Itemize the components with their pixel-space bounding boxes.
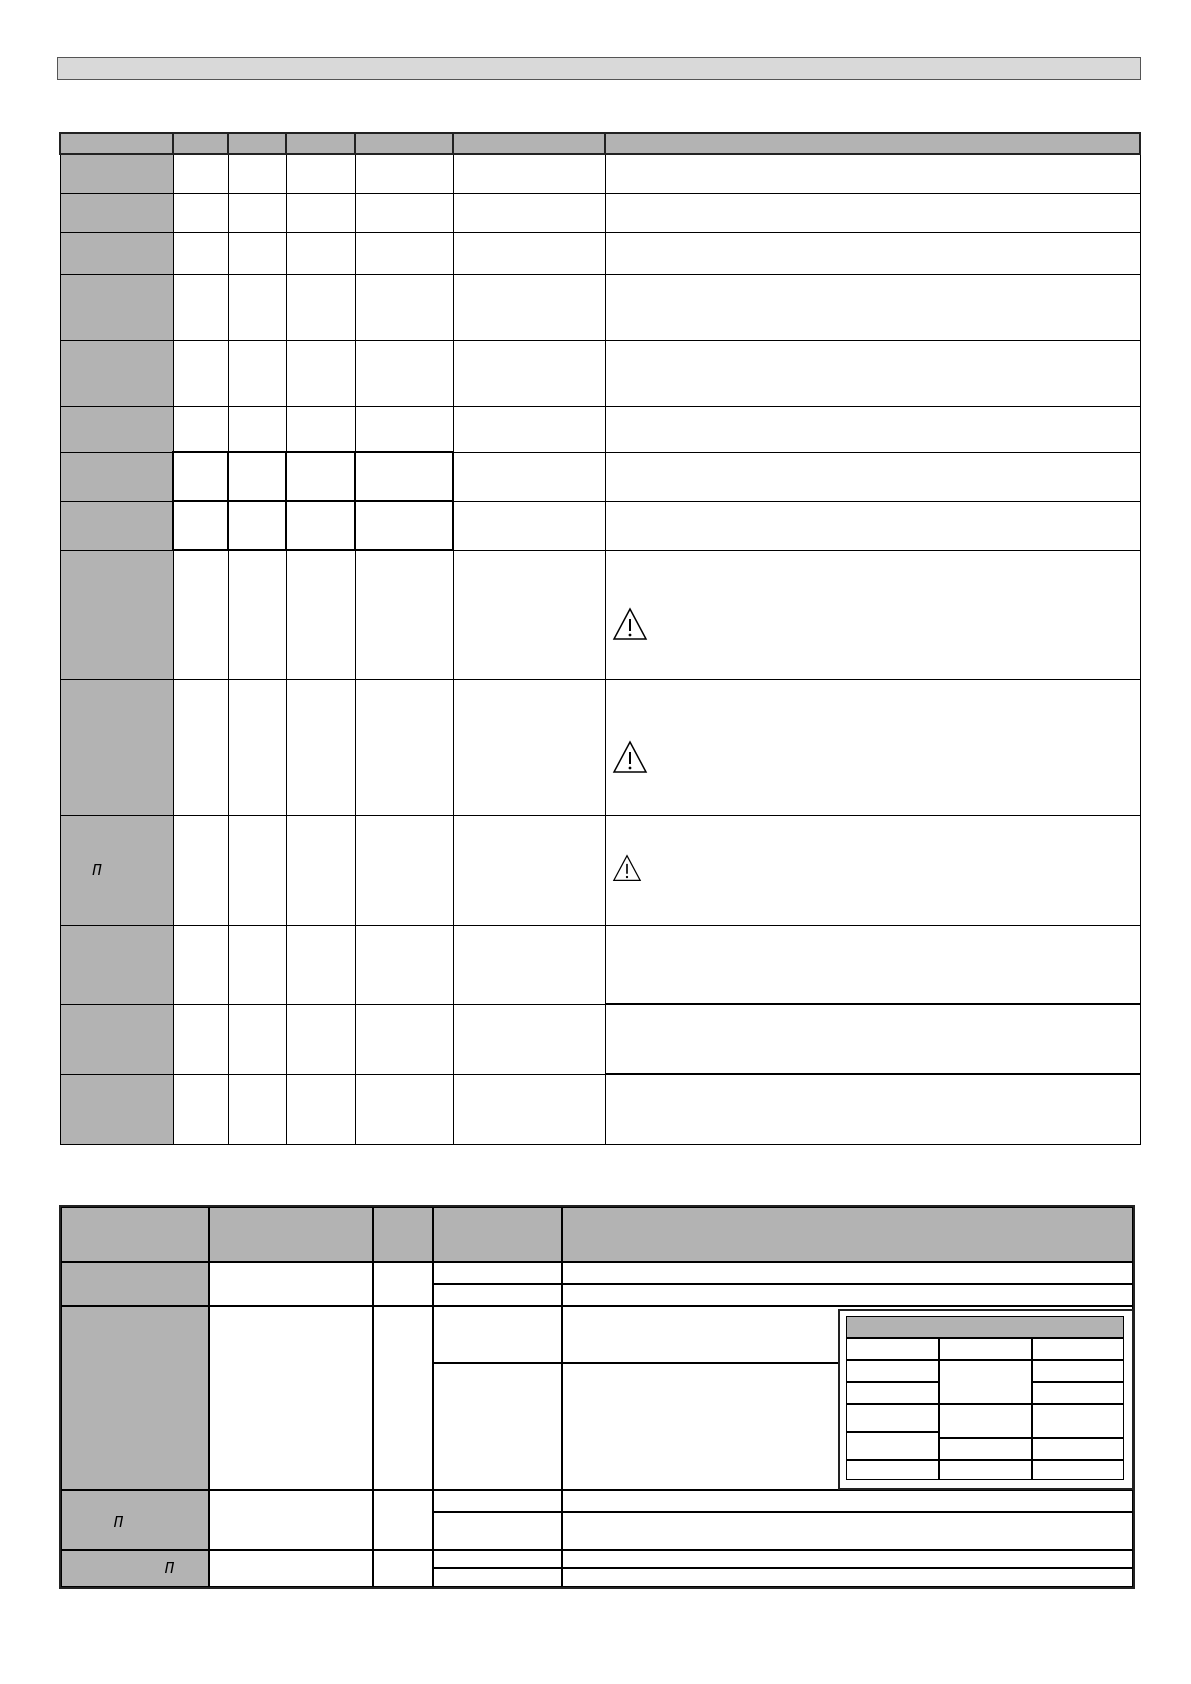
row-description: [605, 815, 1140, 925]
table-header-cell: [228, 133, 286, 154]
segment-symbol: Π: [165, 1559, 175, 1577]
table-row: [60, 406, 1140, 452]
table-header-cell: [433, 1207, 562, 1262]
segment-symbol: Π: [92, 861, 102, 879]
table-row: [60, 232, 1140, 274]
row-description: [605, 1004, 1140, 1074]
row-label: [61, 1262, 209, 1306]
table-row: [60, 815, 1140, 925]
row-label: [60, 925, 173, 1004]
table-header-cell: [286, 133, 355, 154]
warning-triangle-icon: [612, 740, 648, 774]
table-header-cell: [605, 133, 1140, 154]
warning-triangle-icon: [612, 854, 642, 882]
table-row: [60, 193, 1140, 232]
row-label: [60, 406, 173, 452]
table-row: [60, 1004, 1140, 1074]
row-label: [60, 1074, 173, 1144]
inner-table-header: [846, 1316, 1124, 1338]
row-description: [605, 925, 1140, 1004]
row-label: [60, 340, 173, 406]
warning-triangle-icon: [612, 607, 648, 641]
row-description: [605, 452, 1140, 501]
row-label: [60, 679, 173, 815]
table-row: [60, 550, 1140, 679]
row-label: [60, 154, 173, 193]
table-row: [60, 501, 1140, 550]
table-row: [60, 154, 1140, 193]
row-description: [605, 550, 1140, 679]
row-description: [605, 679, 1140, 815]
row-label: [61, 1490, 209, 1550]
table-header-cell: [562, 1207, 1133, 1262]
row-description: [605, 274, 1140, 340]
row-label: [61, 1550, 209, 1587]
row-label: [60, 452, 173, 501]
row-description: [605, 232, 1140, 274]
table-header-cell: [60, 133, 173, 154]
row-description: [605, 340, 1140, 406]
row-label: [60, 501, 173, 550]
section-header-band: [57, 57, 1141, 80]
row-label: [60, 232, 173, 274]
parameter-table: [59, 132, 1141, 1145]
row-description: [605, 406, 1140, 452]
row-label: [60, 274, 173, 340]
row-description: [605, 501, 1140, 550]
segment-symbol: Π: [114, 1513, 124, 1531]
row-label: [60, 1004, 173, 1074]
table-header-cell: [355, 133, 453, 154]
table-header-cell: [61, 1207, 209, 1262]
table-row: [60, 925, 1140, 1004]
row-label: [60, 815, 173, 925]
row-label: [61, 1306, 209, 1490]
table-header-row: [60, 133, 1140, 154]
table-header-cell: [173, 133, 228, 154]
row-description: [605, 1074, 1140, 1144]
table-row: [60, 1074, 1140, 1144]
row-description: [605, 154, 1140, 193]
table-row: [60, 452, 1140, 501]
table-row: [60, 679, 1140, 815]
table-header-cell: [373, 1207, 433, 1262]
table-header-cell: [453, 133, 605, 154]
row-description: [605, 193, 1140, 232]
row-label: [60, 550, 173, 679]
table-row: [60, 340, 1140, 406]
table-row: [60, 274, 1140, 340]
row-label: [60, 193, 173, 232]
table-header-cell: [209, 1207, 373, 1262]
